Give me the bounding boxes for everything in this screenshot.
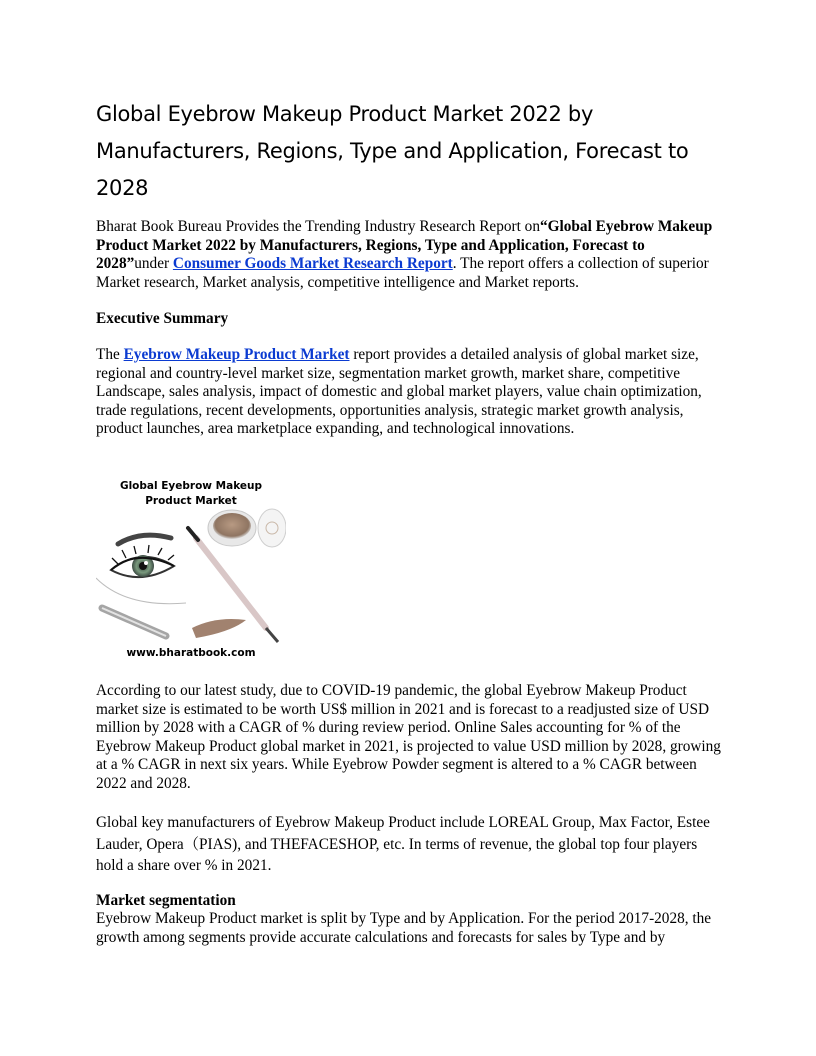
intro-prefix: Bharat Book Bureau Provides the Trending Industry Research Report on [96, 218, 540, 235]
market-product-image [96, 474, 286, 666]
segmentation-paragraph: Eyebrow Makeup Product market is split by Type and by Application. For the period 2017-2028, the growth among segments provide accurate calculations and forecasts for sales by Type and by [96, 910, 712, 946]
intro-suffix: . The report offers a collection of superior Market research, Market analysis, competitive intelligence and Market reports. [96, 255, 709, 291]
document-title: Global Eyebrow Makeup Product Market 2022 by Manufacturers, Regions, Type and Application, Forecast to 2028 [96, 102, 689, 200]
figure-caption: www.bharatbook.com [126, 647, 256, 659]
manufacturers-paragraph: Global key manufacturers of Eyebrow Makeup Product include LOREAL Group, Max Factor, Estee Lauder, Opera（PIAS), and THEFACESHOP, etc. In terms of revenue, the global top four players hold a share over % in 2021. [96, 814, 710, 874]
exec-prefix: The [96, 346, 124, 363]
exec-suffix: report provides a detailed analysis of global market size, regional and country-level market size, segmentation market growth, market share, competitive Landscape, sales analysis, impact of domestic and global market players, value chain optimization, trade regulations, recent developments, opportunities analysis, strategic market growth analysis, product launches, area marketplace expanding, and technological innovations. [96, 346, 702, 437]
figure-title: Global Eyebrow Makeup Product Market [119, 480, 263, 507]
consumer-goods-link[interactable]: Consumer Goods Market Research Report [172, 255, 453, 272]
intro-report-title: “Global Eyebrow Makeup Product Market 2022 by Manufacturers, Regions, Type and Application, Forecast to 2028” [96, 218, 713, 272]
market-segmentation-heading: Market segmentation [96, 892, 236, 909]
study-paragraph: According to our latest study, due to COVID-19 pandemic, the global Eyebrow Makeup Product market size is estimated to be worth US$ million in 2021 and is forecast to a readjusted size of USD million by 2028 with a CAGR of % during review period. Online Sales accounting for % of the Eyebrow Makeup Product global market in 2021, is projected to value USD million by 2028, growing at a % CAGR in next six years. While Eyebrow Powder segment is altered to a % CAGR between 2022 and 2028. [96, 682, 721, 792]
executive-summary-heading: Executive Summary [96, 310, 229, 327]
eyebrow-makeup-illustration [96, 508, 286, 644]
executive-summary-paragraph [96, 346, 721, 439]
intro-paragraph [96, 218, 721, 292]
intro-under: under [134, 255, 173, 272]
eyebrow-market-link[interactable]: Eyebrow Makeup Product Market [123, 346, 350, 363]
